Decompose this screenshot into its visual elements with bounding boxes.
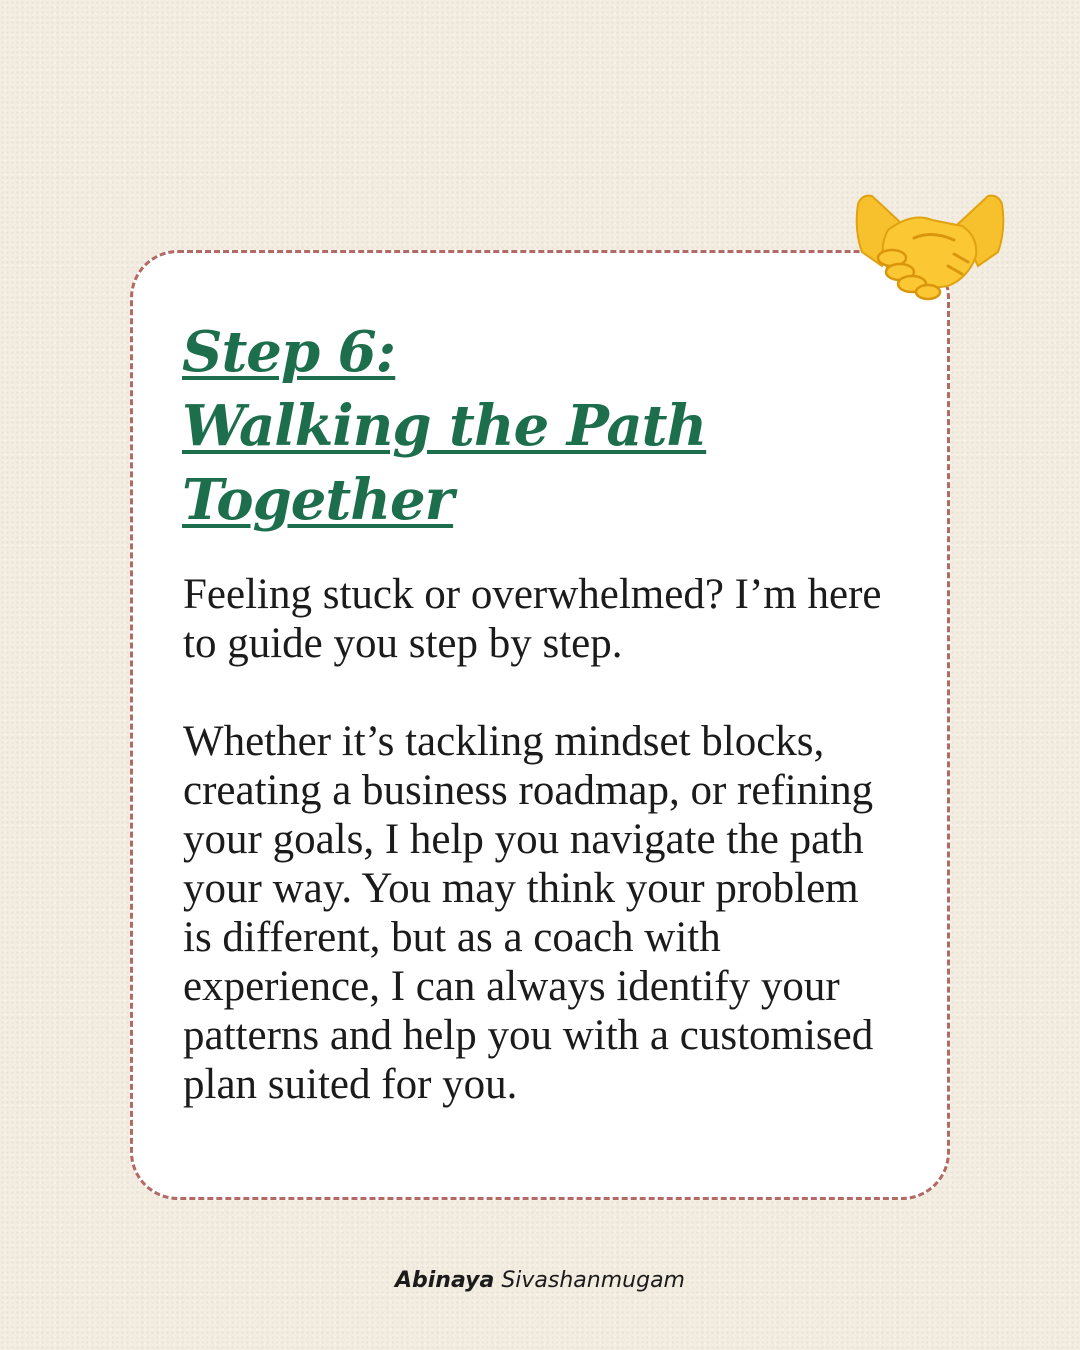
title-line-2: Walking the Path	[182, 393, 707, 459]
author-first-name: Abinaya	[394, 1268, 495, 1293]
intro-paragraph: Feeling stuck or overwhelmed? I’m here to guide you step by step.	[183, 571, 882, 667]
title-line-1: Step 6:	[182, 319, 396, 385]
step-title	[182, 315, 902, 537]
title-line-3: Together	[182, 467, 454, 533]
description-paragraph: Whether it’s tackling mindset blocks, creating a business roadmap, or refining your goals, I help you navigate the path your way. You may think your problem is different, but as a coach with experience, I can always identify your patterns and help you with a customised plan suited for you.	[183, 718, 874, 1108]
author-last-name: Sivashanmugam	[501, 1268, 685, 1293]
author-signature	[0, 1268, 1080, 1293]
handshake-icon	[850, 190, 1010, 305]
